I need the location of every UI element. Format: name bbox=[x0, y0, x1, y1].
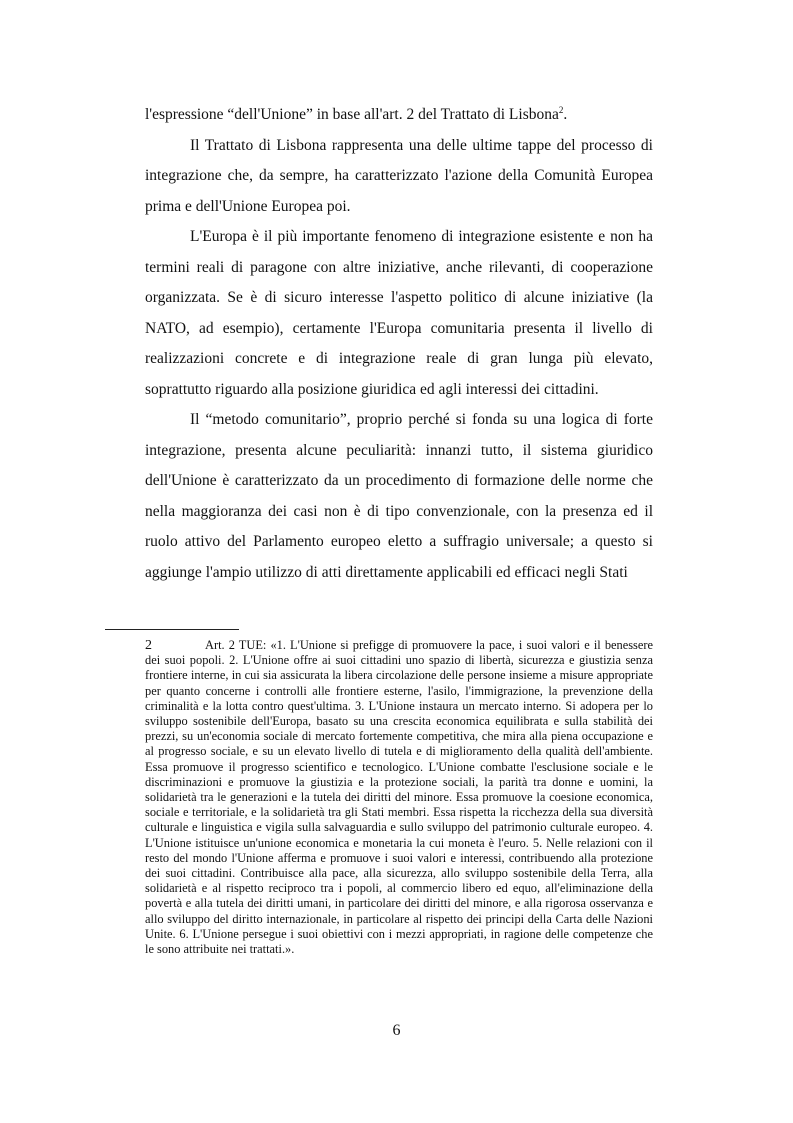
paragraph-1-period: . bbox=[563, 106, 568, 123]
paragraph-2: Il Trattato di Lisbona rappresenta una delle ultime tappe del processo di integrazione che, da sempre, ha caratterizzato l'azione della Comunità Europea prima e dell'Unione Europea poi. bbox=[145, 136, 653, 215]
paragraph-3: L'Europa è il più importante fenomeno di integrazione esistente e non ha termini reali di paragone con altre iniziative, anche rilevanti, di cooperazione organizzata. Se è di sicuro interesse l'aspetto politico di alcune iniziative (la NATO, ad esempio), certamente l'Europa comunitaria presenta il livello di realizzazioni concrete e di integrazione reale di gran lunga più elevato, soprattutto riguardo alla posizione giuridica ed agli interessi dei cittadini. bbox=[145, 228, 653, 398]
footnote-separator bbox=[105, 629, 239, 630]
body-text bbox=[145, 100, 653, 588]
footnote-number: 2 bbox=[145, 638, 152, 653]
footnote-reference[interactable]: 2 bbox=[558, 104, 564, 115]
footnote-text: Art. 2 TUE: «1. L'Unione si prefigge di promuovere la pace, i suoi valori e il benessere dei suoi popoli. 2. L'Unione offre ai suoi cittadini uno spazio di libertà, sicurezza e giustizia senza frontiere interne, in cui sia assicurata la libera circolazione delle persone insieme a misure appropriate per quanto concerne i controlli alle frontiere esterne, l'asilo, l'immigrazione, la prevenzione della criminalità e la lotta contro quest'ultima. 3. L'Unione instaura un mercato interno. Si adopera per lo sviluppo sostenibile dell'Europa, basato su una crescita economica equilibrata e sulla stabilità dei prezzi, su un'economia sociale di mercato fortemente competitiva, che mira alla piena occupazione e al progresso sociale, e su un elevato livello di tutela e di miglioramento della qualità dell'ambiente. Essa promuove il progresso scientifico e tecnologico. L'Unione combatte l'esclusione sociale e le discriminazioni e promuove la giustizia e la protezione sociali, la parità tra donne e uomini, la solidarietà tra le generazioni e la tutela dei diritti del minore. Essa promuove la coesione economica, sociale e territoriale, e la solidarietà tra gli Stati membri. Essa rispetta la ricchezza della sua diversità culturale e linguistica e vigila sulla salvaguardia e sullo sviluppo del patrimonio culturale europeo. 4. L'Unione istituisce un'unione economica e monetaria la cui moneta è l'euro. 5. Nelle relazioni con il resto del mondo l'Unione afferma e promuove i suoi valori e interessi, contribuendo alla protezione dei suoi cittadini. Contribuisce alla pace, alla sicurezza, allo sviluppo sostenibile della Terra, alla solidarietà e al rispetto reciproco tra i popoli, al commercio libero ed equo, all'eliminazione della povertà e alla tutela dei diritti umani, in particolare dei diritti del minore, e alla rigorosa osservanza e allo sviluppo del diritto internazionale, in particolare al rispetto dei principi della Carta delle Nazioni Unite. 6. L'Unione persegue i suoi obiettivi con i mezzi appropriati, in ragione delle competenze che le sono attribuite nei trattati.». bbox=[145, 638, 653, 957]
paragraph-1 bbox=[145, 100, 653, 131]
paragraph-4: Il “metodo comunitario”, proprio perché si fonda su una logica di forte integrazione, presenta alcune peculiarità: innanzi tutto, il sistema giuridico dell'Unione è caratterizzato da un procedimento di formazione delle norme che nella maggioranza dei casi non è di tipo convenzionale, con la presenza ed il ruolo attivo del Parlamento europeo eletto a suffragio universale; a questo si aggiunge l'ampio utilizzo di atti direttamente applicabili ed efficaci negli Stati bbox=[145, 411, 653, 581]
page-number: 6 bbox=[392, 1022, 401, 1039]
paragraph-1-text: l'espressione “dell'Unione” in base all'art. 2 del Trattato di Lisbona bbox=[145, 106, 559, 123]
footnote bbox=[145, 638, 653, 957]
